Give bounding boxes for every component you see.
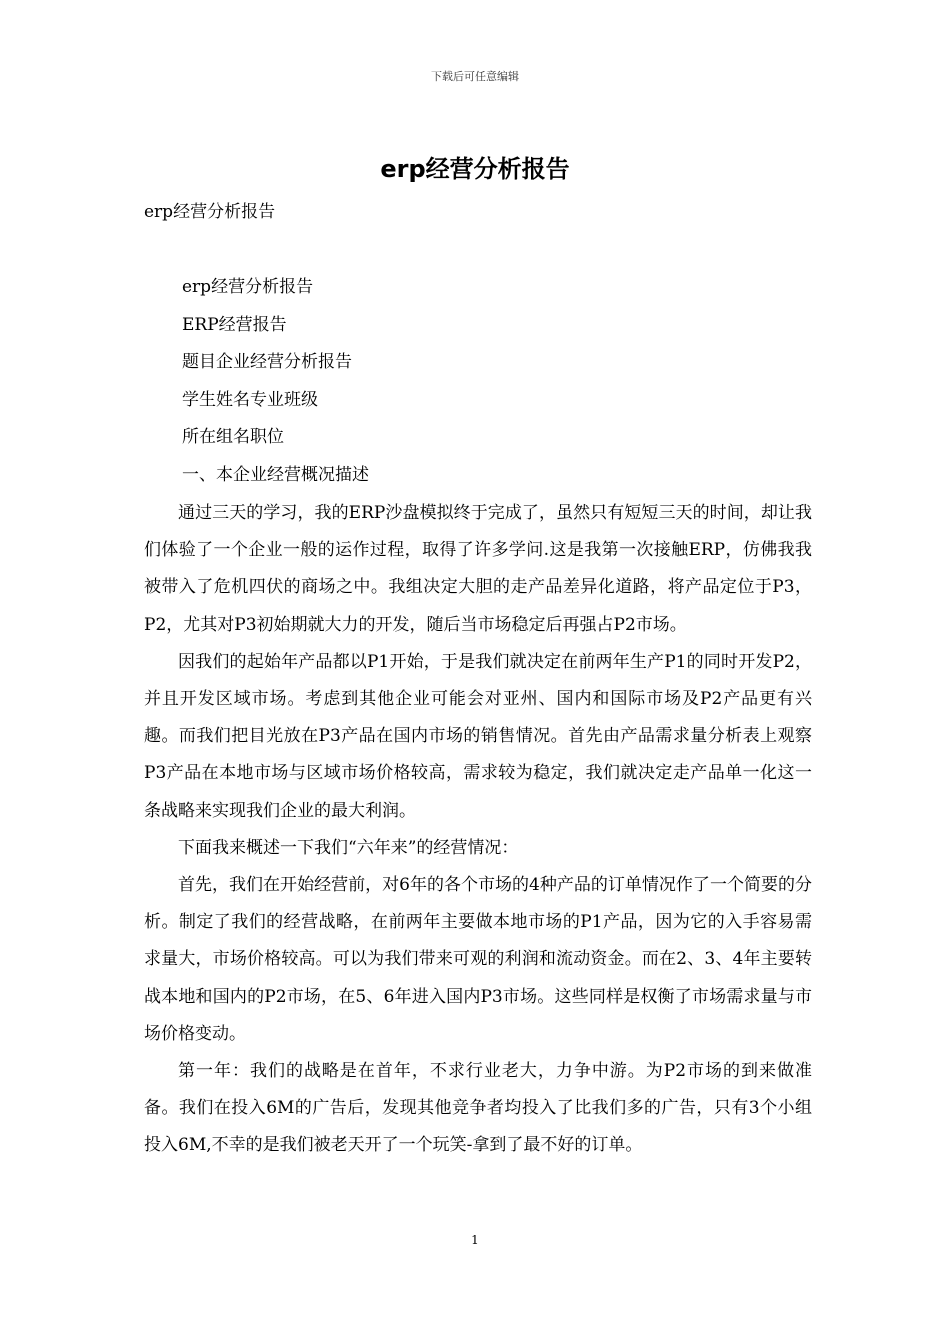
- paragraph: 首先，我们在开始经营前，对6年的各个市场的4种产品的订单情况作了一个简要的分析。制定了我们的经营战略，在前两年主要做本地市场的P1产品，因为它的入手容易需求量大，市场价格较高。可以为我们带来可观的利润和流动资金。而在2、3、4年主要转战本地和国内的P2市场，在5、6年进入国内P3市场。这些同样是权衡了市场需求量与市场价格变动。: [144, 875, 812, 1044]
- page-header-note: 下载后可任意编辑: [431, 70, 519, 83]
- paragraph: 下面我来概述一下我们“六年来”的经营情况：: [178, 837, 519, 858]
- meta-list: [182, 274, 369, 499]
- document-subtitle: erp经营分析报告: [144, 202, 276, 222]
- paragraph: 第一年：我们的战略是在首年，不求行业老大，力争中游。为P2市场的到来做准备。我们在投入6M的广告后，发现其他竞争者均投入了比我们多的广告，只有3个小组投入6M,不幸的是我们被老天开了一个玩笑-拿到了最不好的订单。: [144, 1061, 812, 1156]
- meta-line: 题目企业经营分析报告: [182, 352, 352, 372]
- meta-line: 所在组名职位: [182, 427, 284, 447]
- paragraph: 通过三天的学习，我的ERP沙盘模拟终于完成了，虽然只有短短三天的时间，却让我们体验了一个企业一般的运作过程，取得了许多学问.这是我第一次接触ERP，仿佛我我被带入了危机四伏的商场之中。我组决定大胆的走产品差异化道路，将产品定位于P3，P2，尤其对P3初始期就大力的开发，随后当市场稳定后再强占P2市场。: [144, 503, 812, 635]
- document-title: erp经营分析报告: [380, 155, 570, 183]
- meta-line: 学生姓名专业班级: [182, 389, 318, 410]
- meta-line: ERP经营报告: [182, 314, 287, 335]
- page-number: 1: [471, 1233, 479, 1247]
- body-text: [144, 495, 812, 1165]
- paragraph: 因我们的起始年产品都以P1开始，于是我们就决定在前两年生产P1的同时开发P2，并且开发区域市场。考虑到其他企业可能会对亚州、国内和国际市场及P2产品更有兴趣。而我们把目光放在P3产品在国内市场的销售情况。首先由产品需求量分析表上观察P3产品在本地市场与区域市场价格较高，需求较为稳定，我们就决定走产品单一化这一条战略来实现我们企业的最大利润。: [144, 651, 812, 821]
- meta-line: erp经营分析报告: [182, 277, 314, 297]
- section-heading: 一、本企业经营概况描述: [182, 464, 369, 485]
